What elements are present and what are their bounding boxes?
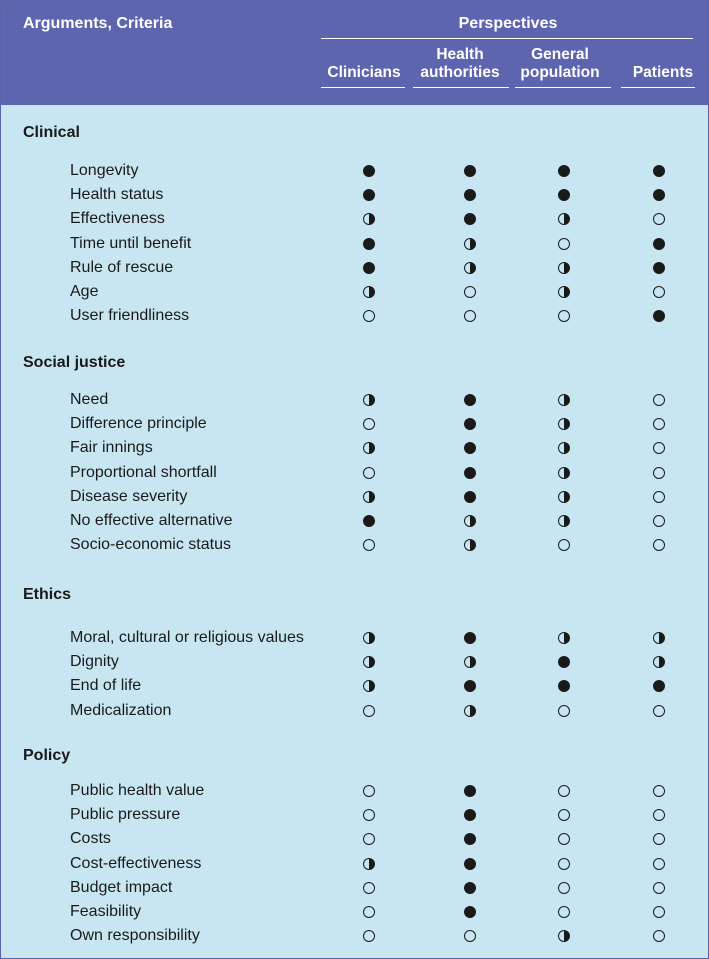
rating-full-circle-icon <box>558 656 570 668</box>
criterion-label: Health status <box>70 186 164 204</box>
rating-half-circle-icon <box>558 213 570 225</box>
rating-none-circle-icon <box>653 930 665 942</box>
rating-full-circle-icon <box>653 262 665 274</box>
rating-half-circle-icon <box>363 632 375 644</box>
rating-full-circle-icon <box>464 809 476 821</box>
rating-none-circle-icon <box>653 809 665 821</box>
criterion-label: Disease severity <box>70 487 188 505</box>
rating-none-circle-icon <box>653 858 665 870</box>
rating-full-circle-icon <box>464 442 476 454</box>
rating-none-circle-icon <box>363 467 375 479</box>
rating-full-circle-icon <box>464 632 476 644</box>
criterion-label: Fair innings <box>70 439 153 457</box>
rating-none-circle-icon <box>558 906 570 918</box>
criterion-label: Socio-economic status <box>70 536 231 554</box>
criterion-label: Effectiveness <box>70 210 165 228</box>
arguments-criteria-heading: Arguments, Criteria <box>23 15 173 32</box>
criterion-label: No effective alternative <box>70 512 233 529</box>
rating-full-circle-icon <box>464 394 476 406</box>
rating-half-circle-icon <box>558 262 570 274</box>
rating-none-circle-icon <box>558 858 570 870</box>
column-header-text: authorities <box>420 64 500 81</box>
rating-full-circle-icon <box>464 906 476 918</box>
column-header-text: General <box>531 46 589 63</box>
rating-half-circle-icon <box>558 491 570 503</box>
rating-full-circle-icon <box>464 165 476 177</box>
criterion-label: Cost-effectiveness <box>70 854 202 872</box>
rating-full-circle-icon <box>464 189 476 201</box>
criterion-label: Public pressure <box>70 806 181 824</box>
column-underline <box>321 87 405 88</box>
rating-none-circle-icon <box>653 785 665 797</box>
criterion-label: Budget impact <box>70 878 173 896</box>
criterion-label: End of life <box>70 677 142 695</box>
criterion-label: User friendliness <box>70 307 190 325</box>
rating-full-circle-icon <box>464 418 476 430</box>
rating-full-circle-icon <box>464 213 476 225</box>
rating-full-circle-icon <box>558 189 570 201</box>
table-header <box>1 1 708 105</box>
criterion-label: Age <box>70 283 99 300</box>
rating-none-circle-icon <box>363 418 375 430</box>
rating-half-circle-icon <box>464 515 476 527</box>
criterion-label: Longevity <box>70 162 139 179</box>
rating-none-circle-icon <box>363 310 375 322</box>
rating-none-circle-icon <box>558 833 570 845</box>
rating-full-circle-icon <box>464 882 476 894</box>
rating-full-circle-icon <box>464 491 476 503</box>
rating-half-circle-icon <box>558 394 570 406</box>
column-header-text: population <box>520 64 600 81</box>
rating-none-circle-icon <box>653 394 665 406</box>
rating-full-circle-icon <box>363 165 375 177</box>
rating-none-circle-icon <box>558 882 570 894</box>
rating-full-circle-icon <box>464 858 476 870</box>
criterion-label: Difference principle <box>70 415 207 433</box>
rating-half-circle-icon <box>558 286 570 298</box>
rating-none-circle-icon <box>558 310 570 322</box>
rating-full-circle-icon <box>464 833 476 845</box>
rating-full-circle-icon <box>653 189 665 201</box>
perspectives-underline <box>321 38 693 39</box>
criterion-label: Time until benefit <box>70 234 192 252</box>
rating-full-circle-icon <box>464 785 476 797</box>
rating-full-circle-icon <box>464 467 476 479</box>
rating-half-circle-icon <box>653 656 665 668</box>
column-underline <box>621 87 695 88</box>
rating-none-circle-icon <box>558 539 570 551</box>
rating-none-circle-icon <box>653 833 665 845</box>
criterion-label: Need <box>70 391 109 408</box>
rating-half-circle-icon <box>363 394 375 406</box>
rating-none-circle-icon <box>464 310 476 322</box>
section-heading-clinical: Clinical <box>23 124 80 141</box>
criterion-label: Moral, cultural or religious values <box>70 629 304 646</box>
rating-none-circle-icon <box>363 906 375 918</box>
rating-none-circle-icon <box>653 882 665 894</box>
rating-half-circle-icon <box>558 515 570 527</box>
section-heading-ethics: Ethics <box>23 586 72 603</box>
criterion-label: Proportional shortfall <box>70 463 217 481</box>
rating-none-circle-icon <box>363 539 375 551</box>
rating-none-circle-icon <box>363 809 375 821</box>
rating-full-circle-icon <box>363 515 375 527</box>
rating-half-circle-icon <box>363 213 375 225</box>
rating-half-circle-icon <box>363 858 375 870</box>
rating-half-circle-icon <box>363 680 375 692</box>
rating-half-circle-icon <box>464 262 476 274</box>
criterion-label: Dignity <box>70 653 119 671</box>
rating-none-circle-icon <box>558 238 570 250</box>
rating-half-circle-icon <box>558 632 570 644</box>
rating-none-circle-icon <box>653 442 665 454</box>
rating-none-circle-icon <box>653 539 665 551</box>
rating-half-circle-icon <box>363 656 375 668</box>
column-header-general-population <box>512 41 608 82</box>
rating-none-circle-icon <box>363 930 375 942</box>
rating-full-circle-icon <box>558 165 570 177</box>
section-heading-social-justice: Social justice <box>23 354 126 371</box>
rating-half-circle-icon <box>558 418 570 430</box>
rating-none-circle-icon <box>363 833 375 845</box>
rating-none-circle-icon <box>653 467 665 479</box>
column-underline <box>515 87 611 88</box>
rating-half-circle-icon <box>464 656 476 668</box>
rating-half-circle-icon <box>363 286 375 298</box>
rating-full-circle-icon <box>363 262 375 274</box>
criterion-label: Public health value <box>70 782 205 799</box>
rating-full-circle-icon <box>464 680 476 692</box>
section-heading-policy: Policy <box>23 747 71 764</box>
rating-none-circle-icon <box>464 286 476 298</box>
rating-full-circle-icon <box>653 680 665 692</box>
rating-half-circle-icon <box>464 539 476 551</box>
rating-half-circle-icon <box>363 491 375 503</box>
criterion-label: Own responsibility <box>70 927 200 945</box>
rating-none-circle-icon <box>363 705 375 717</box>
criterion-label: Costs <box>70 830 111 848</box>
rating-none-circle-icon <box>653 213 665 225</box>
column-header-text: Health <box>436 46 484 63</box>
rating-none-circle-icon <box>653 418 665 430</box>
rating-none-circle-icon <box>653 906 665 918</box>
rating-half-circle-icon <box>464 705 476 717</box>
rating-half-circle-icon <box>558 442 570 454</box>
rating-none-circle-icon <box>558 705 570 717</box>
rating-none-circle-icon <box>558 809 570 821</box>
rating-none-circle-icon <box>464 930 476 942</box>
criterion-label: Feasibility <box>70 903 142 920</box>
perspectives-heading: Perspectives <box>458 15 558 32</box>
rating-full-circle-icon <box>363 238 375 250</box>
column-header-health-authorities <box>412 41 508 82</box>
rating-none-circle-icon <box>558 785 570 797</box>
column-header-clinicians <box>316 41 412 82</box>
rating-none-circle-icon <box>653 491 665 503</box>
column-header-patients <box>615 41 709 82</box>
rating-full-circle-icon <box>653 310 665 322</box>
rating-none-circle-icon <box>653 286 665 298</box>
criterion-label: Medicalization <box>70 701 172 719</box>
rating-half-circle-icon <box>653 632 665 644</box>
rating-none-circle-icon <box>363 785 375 797</box>
column-header-text: Clinicians <box>327 64 401 81</box>
rating-full-circle-icon <box>653 165 665 177</box>
rating-none-circle-icon <box>363 882 375 894</box>
column-underline <box>413 87 509 88</box>
rating-half-circle-icon <box>558 467 570 479</box>
rating-none-circle-icon <box>653 515 665 527</box>
rating-half-circle-icon <box>558 930 570 942</box>
rating-full-circle-icon <box>558 680 570 692</box>
rating-none-circle-icon <box>653 705 665 717</box>
rating-half-circle-icon <box>363 442 375 454</box>
column-header-text: Patients <box>632 64 694 81</box>
rating-full-circle-icon <box>363 189 375 201</box>
rating-full-circle-icon <box>653 238 665 250</box>
criterion-label: Rule of rescue <box>70 258 174 276</box>
rating-half-circle-icon <box>464 238 476 250</box>
